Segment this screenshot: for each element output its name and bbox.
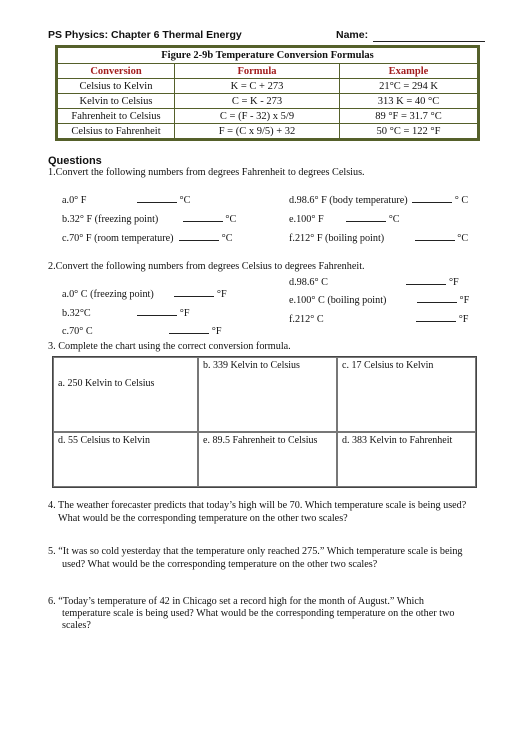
table-cell: C = K - 273 — [175, 94, 340, 109]
chart-cell-b[interactable] — [198, 357, 337, 432]
table-cell: 21°C = 294 K — [340, 79, 478, 94]
q5-line-1: 5. “It was so cold yesterday that the temperature only reached 275.” Which temperature scale is being — [48, 546, 463, 557]
item-label: a.0° C (freezing point) — [62, 289, 154, 300]
item-label: f.212° F (boiling point) — [289, 233, 385, 244]
q2-item-c — [62, 323, 222, 337]
cell-label: d. 383 Kelvin to Fahrenheit — [342, 435, 453, 446]
unit-label: °F — [179, 308, 190, 319]
column-header-conversion: Conversion — [58, 64, 175, 79]
unit-label: ° C — [454, 195, 469, 206]
cell-label: e. 89.5 Fahrenheit to Celsius — [203, 435, 318, 446]
q5-line-2: used? What would be the corresponding temperature on the other two scales? — [62, 559, 378, 570]
answer-blank[interactable] — [417, 292, 457, 303]
unit-label: °C — [225, 214, 237, 225]
table-row — [58, 79, 478, 94]
name-label: Name: — [336, 29, 369, 41]
q1-item-c — [62, 230, 233, 244]
answer-blank[interactable] — [415, 230, 455, 241]
q4-line-1: 4. The weather forecaster predicts that today’s high will be 70. Which temperature scale is being used? — [48, 500, 467, 511]
answer-blank[interactable] — [416, 311, 456, 322]
q2-item-f — [289, 311, 468, 325]
answer-blank[interactable] — [346, 211, 386, 222]
item-label: e.100° C (boiling point) — [289, 295, 387, 306]
column-header-formula: Formula — [175, 64, 340, 79]
answer-blank[interactable] — [412, 192, 452, 203]
unit-label: °F — [459, 295, 470, 306]
table-cell: 313 K = 40 °C — [340, 94, 478, 109]
conversion-chart — [52, 356, 477, 488]
answer-blank[interactable] — [183, 211, 223, 222]
table-cell: F = (C x 9/5) + 32 — [175, 124, 340, 139]
cell-label: c. 17 Celsius to Kelvin — [342, 360, 434, 371]
q4-line-2: What would be the corresponding temperature on the other two scales? — [58, 513, 348, 524]
table-cell: 50 °C = 122 °F — [340, 124, 478, 139]
table-cell: C = (F - 32) x 5/9 — [175, 109, 340, 124]
cell-label: d. 55 Celsius to Kelvin — [58, 435, 150, 446]
chart-cell-d[interactable] — [53, 432, 198, 487]
item-label: e.100° F — [289, 214, 324, 225]
item-label: b.32°C — [62, 308, 91, 319]
table-cell: Celsius to Kelvin — [58, 79, 175, 94]
answer-blank[interactable] — [137, 305, 177, 316]
q2-item-e — [289, 292, 469, 306]
table-cell: Celsius to Fahrenheit — [58, 124, 175, 139]
table-row — [58, 109, 478, 124]
unit-label: °F — [458, 314, 469, 325]
chart-cell-c[interactable] — [337, 357, 476, 432]
questions-heading: Questions — [48, 155, 102, 167]
q2-prompt: 2.Convert the following numbers from degrees Celsius to degrees Fahrenheit. — [48, 261, 365, 272]
item-label: d.98.6° C — [289, 277, 328, 288]
q2-item-d — [289, 274, 459, 288]
q2-item-a — [62, 286, 227, 300]
answer-blank[interactable] — [179, 230, 219, 241]
q1-prompt: 1.Convert the following numbers from degrees Fahrenheit to degrees Celsius. — [48, 167, 365, 178]
q3-prompt: 3. Complete the chart using the correct conversion formula. — [48, 341, 291, 352]
name-field[interactable] — [373, 41, 485, 42]
q6-line-3: scales? — [62, 620, 91, 631]
unit-label: °F — [448, 277, 459, 288]
answer-blank[interactable] — [174, 286, 214, 297]
table-row — [58, 94, 478, 109]
unit-label: °C — [221, 233, 233, 244]
conversion-formulas-table — [55, 45, 480, 141]
unit-label: °C — [179, 195, 191, 206]
table-cell: K = C + 273 — [175, 79, 340, 94]
table-cell: 89 °F = 31.7 °C — [340, 109, 478, 124]
cell-label: b. 339 Kelvin to Celsius — [203, 360, 300, 371]
chart-cell-a[interactable] — [53, 357, 198, 432]
answer-blank[interactable] — [406, 274, 446, 285]
q6-line-2: temperature scale is being used? What would be the corresponding temperature on the other two — [62, 608, 455, 619]
table-caption: Figure 2-9b Temperature Conversion Formulas — [58, 48, 478, 64]
item-label: c.70° C — [62, 326, 93, 337]
q1-item-e — [289, 211, 400, 225]
cell-label: a. 250 Kelvin to Celsius — [58, 378, 155, 389]
q1-item-f — [289, 230, 468, 244]
answer-blank[interactable] — [137, 192, 177, 203]
q1-item-b — [62, 211, 236, 225]
unit-label: °F — [211, 326, 222, 337]
item-label: f.212° C — [289, 314, 324, 325]
table-cell: Fahrenheit to Celsius — [58, 109, 175, 124]
item-label: c.70° F (room temperature) — [62, 233, 174, 244]
unit-label: °F — [216, 289, 227, 300]
table-row — [58, 124, 478, 139]
answer-blank[interactable] — [169, 323, 209, 334]
chart-cell-f[interactable] — [337, 432, 476, 487]
item-label: d.98.6° F (body temperature) — [289, 195, 408, 206]
unit-label: °C — [457, 233, 469, 244]
worksheet-title: PS Physics: Chapter 6 Thermal Energy — [48, 29, 242, 41]
q1-item-d — [289, 192, 468, 206]
unit-label: °C — [388, 214, 400, 225]
item-label: a.0° F — [62, 195, 87, 206]
item-label: b.32° F (freezing point) — [62, 214, 159, 225]
q2-item-b — [62, 305, 190, 319]
q1-item-a — [62, 192, 190, 206]
q6-line-1: 6. “Today’s temperature of 42 in Chicago set a record high for the month of August.” Which — [48, 596, 424, 607]
column-header-example: Example — [340, 64, 478, 79]
chart-cell-e[interactable] — [198, 432, 337, 487]
table-cell: Kelvin to Celsius — [58, 94, 175, 109]
